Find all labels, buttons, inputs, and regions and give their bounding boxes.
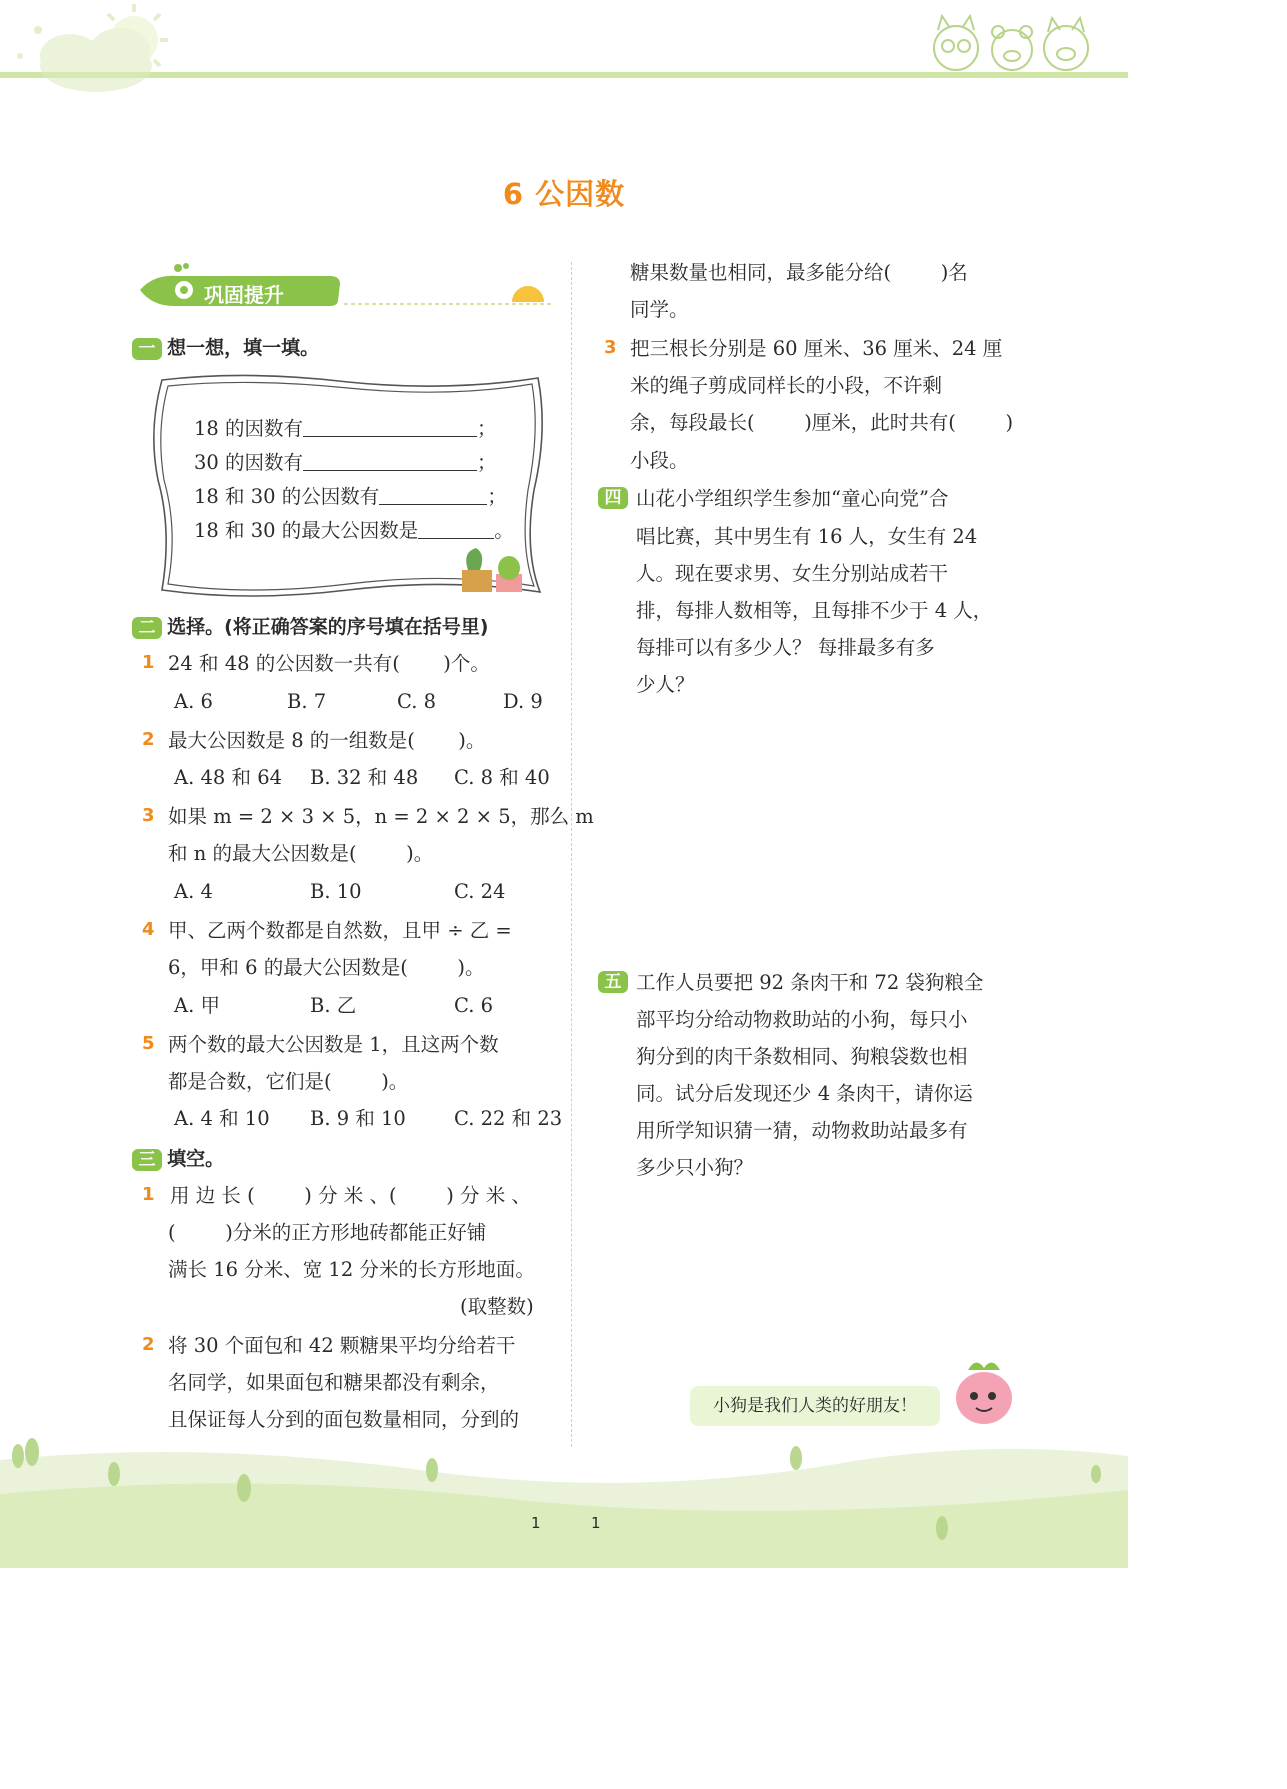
question-text: 甲、乙两个数都是自然数，且甲 ÷ 乙 = [168,919,512,942]
answer-blank[interactable] [303,452,477,471]
option: A. 6 [174,690,213,713]
question-text: 和 n 的最大公因数是( )。 [168,842,434,865]
page-number: 1 [591,1514,601,1532]
problem-text: 狗分到的肉干条数相同、狗粮袋数也相 [636,1045,968,1068]
question-text: ( )分米的正方形地砖都能正好铺 [168,1221,487,1244]
speech-bubble: 小狗是我们人类的好朋友！ [690,1386,940,1426]
fill-line-4: 18 和 30 的最大公因数是 。 [194,519,514,542]
column-divider [571,262,572,1447]
option: B. 9 和 10 [310,1107,406,1130]
question-number: 1 [142,1184,155,1205]
section-badge: 三 [132,1149,162,1171]
problem-text: 排，每排人数相等，且每排不少于 4 人， [636,599,993,622]
section-title: 填空。 [167,1148,225,1170]
option: C. 6 [454,994,494,1017]
section-badge: 四 [598,487,628,509]
section-badge: 二 [132,617,162,639]
section-title: 选择。(将正确答案的序号填在括号里) [167,616,489,638]
problem-text: 部平均分给动物救助站的小狗，每只小 [636,1008,968,1031]
option: A. 48 和 64 [174,766,283,789]
section-2-header [132,612,488,639]
question-text: 满长 16 分米、宽 12 分米的长方形地面。 [168,1258,535,1281]
option: A. 甲 [174,994,220,1017]
question-text: 余，每段最长( )厘米，此时共有( ) [630,411,1014,434]
question-text: 小段。 [630,449,689,472]
question-text: 如果 m = 2 × 3 × 5，n = 2 × 2 × 5，那么 m [168,805,594,828]
question-text: 24 和 48 的公因数一共有( )个。 [168,652,490,675]
problem-text: 同。试分后发现还少 4 条肉干，请你运 [636,1082,973,1105]
option: C. 22 和 23 [454,1107,563,1130]
problem-text: 每排可以有多少人？ 每排最多有多 [636,636,935,659]
answer-blank[interactable] [303,418,477,437]
plant-pots [462,548,522,592]
question-text: 同学。 [630,298,689,321]
question-number: 2 [142,1334,155,1355]
section-title: 想一想，填一填。 [167,337,320,359]
question-text: 两个数的最大公因数是 1，且这两个数 [168,1033,499,1056]
section-badge: 五 [598,971,628,993]
banner-decoration [134,262,559,310]
question-number: 1 [142,652,155,673]
problem-text: 人。现在要求男、女生分别站成若干 [636,562,949,585]
problem-text: 唱比赛，其中男生有 16 人，女生有 24 [636,525,978,548]
question-text: 把三根长分别是 60 厘米、36 厘米、24 厘 [630,337,1003,360]
question-number: 3 [604,337,617,358]
problem-text: 山花小学组织学生参加“童心向党”合 [636,487,949,510]
option: B. 乙 [310,994,357,1017]
question-number: 2 [142,729,155,750]
question-text: 米的绳子剪成同样长的小段，不许剩 [630,374,943,397]
option: C. 8 和 40 [454,766,550,789]
fill-line-3: 18 和 30 的公因数有 ； [194,485,507,508]
section-badge: 一 [132,338,162,360]
question-text: 且保证每人分到的面包数量相同，分到的 [168,1408,520,1431]
option: D. 9 [503,690,543,713]
option: B. 10 [310,880,362,903]
page-title: 6 公因数 [502,177,626,211]
question-text: 用 边 长 ( ) 分 米 、( ) 分 米 、 [170,1184,531,1207]
problem-text: 工作人员要把 92 条肉干和 72 袋狗粮全 [636,971,984,994]
banner-title: 巩固提升 [204,283,284,307]
problem-text: 多少只小狗？ [636,1156,754,1179]
question-note: (取整数) [460,1295,534,1318]
fill-line-2: 30 的因数有 ； [194,451,497,474]
option: B. 32 和 48 [310,766,419,789]
question-text: 最大公因数是 8 的一组数是( )。 [168,729,486,752]
answer-blank[interactable] [379,486,487,505]
question-text: 6，甲和 6 的最大公因数是( )。 [168,956,485,979]
option: C. 24 [454,880,506,903]
question-text: 将 30 个面包和 42 颗糖果平均分给若干 [168,1334,516,1357]
question-text: 都是合数，它们是( )。 [168,1070,409,1093]
section-3-header [132,1144,224,1171]
question-number: 4 [142,919,155,940]
sun-cloud-decoration [0,0,200,100]
question-number: 5 [142,1033,155,1054]
fill-line-1: 18 的因数有 ； [194,417,497,440]
animal-faces-decoration [920,4,1100,76]
page-number: 1 [531,1514,541,1532]
question-text: 糖果数量也相同，最多能分给( )名 [630,261,968,284]
option: A. 4 和 10 [174,1107,270,1130]
option: B. 7 [287,690,327,713]
option: C. 8 [397,690,437,713]
problem-text: 少人？ [636,673,695,696]
answer-blank[interactable] [418,520,494,539]
question-number: 3 [142,805,155,826]
option: A. 4 [174,880,213,903]
landscape-decoration [0,1430,1128,1568]
problem-text: 用所学知识猜一猜，动物救助站最多有 [636,1119,968,1142]
section-1-header [132,333,319,360]
radish-character [946,1356,1022,1428]
question-text: 名同学，如果面包和糖果都没有剩余， [168,1371,500,1394]
